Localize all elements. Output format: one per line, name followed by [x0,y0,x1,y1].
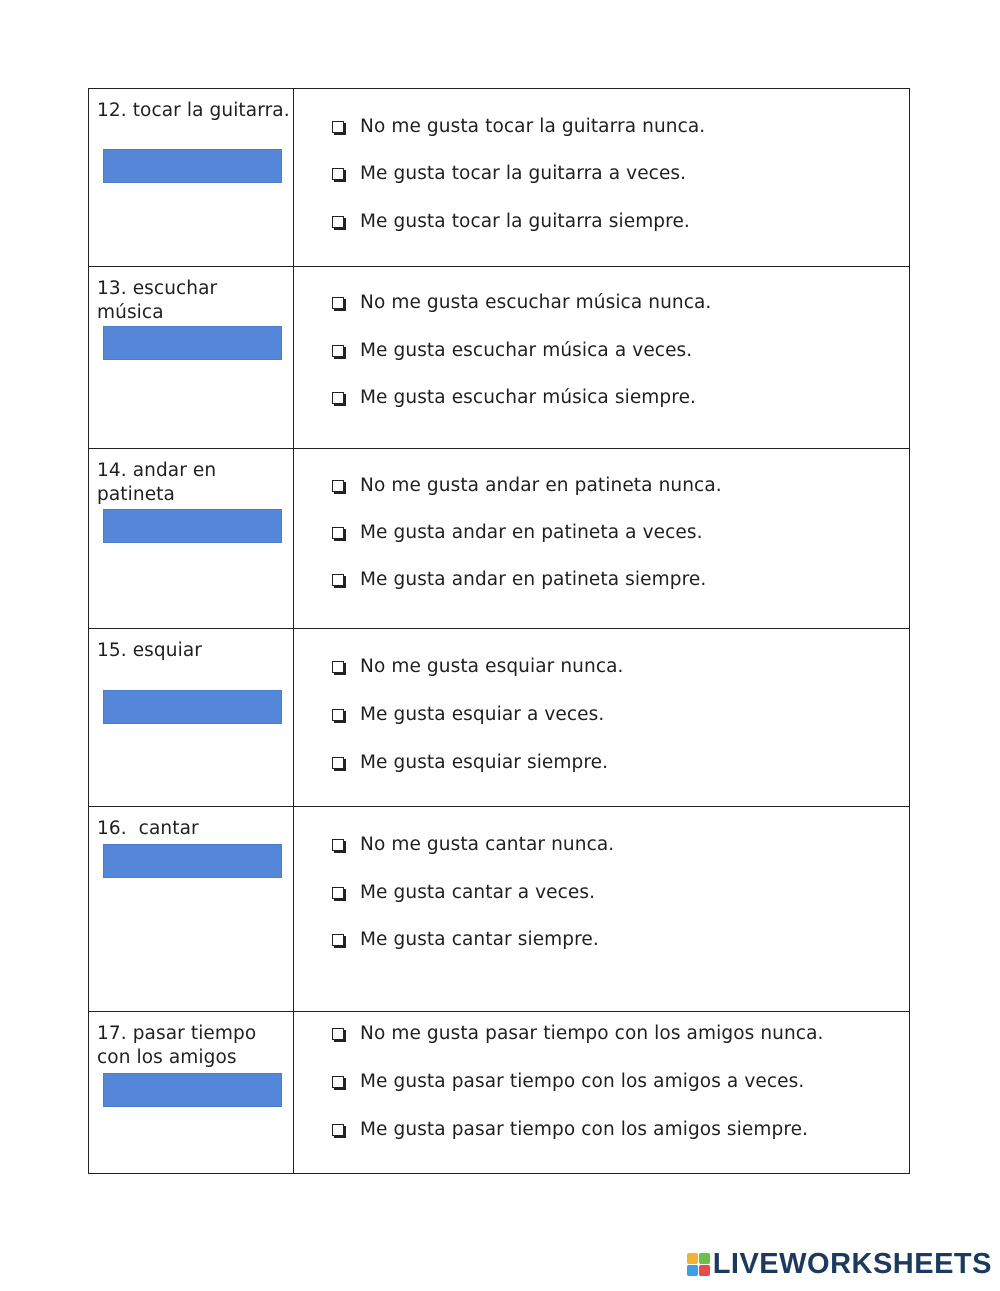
answer-drop-box[interactable] [103,1073,282,1107]
option-text: Me gusta andar en patineta siempre. [360,569,707,590]
answer-drop-box[interactable] [103,690,282,724]
option-text: Me gusta pasar tiempo con los amigos siempre. [360,1119,809,1140]
option-sometimes[interactable] [332,162,686,186]
option-text: Me gusta andar en patineta a veces. [360,522,703,543]
question-row-16 [88,806,910,1011]
checkbox-icon[interactable] [332,1076,344,1088]
option-text: No me gusta cantar nunca. [360,834,615,855]
option-sometimes[interactable] [332,703,604,727]
options-cell [294,1012,909,1173]
option-text: No me gusta esquiar nunca. [360,656,624,677]
liveworksheets-logo-icon [687,1253,710,1276]
question-row-13 [88,266,910,448]
answer-drop-box[interactable] [103,844,282,878]
options-cell [294,629,909,806]
answer-drop-box[interactable] [103,149,282,183]
question-row-12 [88,88,910,266]
checkbox-icon[interactable] [332,216,344,228]
option-never[interactable] [332,115,705,139]
checkbox-icon[interactable] [332,121,344,133]
activity-cell [89,629,294,806]
checkbox-icon[interactable] [332,392,344,404]
checkbox-icon[interactable] [332,839,344,851]
option-sometimes[interactable] [332,1070,804,1094]
checkbox-icon[interactable] [332,168,344,180]
option-text: No me gusta escuchar música nunca. [360,292,712,313]
checkbox-icon[interactable] [332,934,344,946]
option-always[interactable] [332,751,608,775]
option-text: Me gusta esquiar siempre. [360,752,609,773]
checkbox-icon[interactable] [332,1124,344,1136]
option-never[interactable] [332,655,624,679]
worksheet-table [88,88,910,1174]
checkbox-icon[interactable] [332,480,344,492]
option-text: No me gusta andar en patineta nunca. [360,475,722,496]
option-text: Me gusta cantar a veces. [360,882,596,903]
activity-label: 12. tocar la guitarra. [97,100,290,121]
activity-cell [89,89,294,266]
option-always[interactable] [332,928,599,952]
option-text: Me gusta tocar la guitarra siempre. [360,211,690,232]
checkbox-icon[interactable] [332,1028,344,1040]
options-cell [294,89,909,266]
checkbox-icon[interactable] [332,887,344,899]
checkbox-icon[interactable] [332,574,344,586]
option-sometimes[interactable] [332,881,595,905]
checkbox-icon[interactable] [332,661,344,673]
option-text: Me gusta escuchar música a veces. [360,340,693,361]
checkbox-icon[interactable] [332,709,344,721]
activity-label: 14. andar en patineta [97,460,217,505]
activity-cell [89,807,294,1011]
options-cell [294,449,909,628]
answer-drop-box[interactable] [103,509,282,543]
option-always[interactable] [332,386,696,410]
option-text: Me gusta esquiar a veces. [360,704,605,725]
option-sometimes[interactable] [332,521,703,545]
option-text: No me gusta pasar tiempo con los amigos nunca. [360,1023,824,1044]
option-always[interactable] [332,210,690,234]
option-never[interactable] [332,1022,824,1046]
checkbox-icon[interactable] [332,345,344,357]
question-row-14 [88,448,910,628]
option-text: Me gusta tocar la guitarra a veces. [360,163,687,184]
activity-label: 15. esquiar [97,640,202,661]
activity-label: 17. pasar tiempo con los amigos [97,1023,257,1068]
answer-drop-box[interactable] [103,326,282,360]
option-never[interactable] [332,291,711,315]
option-text: Me gusta cantar siempre. [360,929,599,950]
option-text: No me gusta tocar la guitarra nunca. [360,116,706,137]
checkbox-icon[interactable] [332,527,344,539]
option-always[interactable] [332,1118,808,1142]
option-text: Me gusta pasar tiempo con los amigos a veces. [360,1071,805,1092]
activity-cell [89,1012,294,1173]
activity-label: 13. escuchar música [97,278,218,323]
options-cell [294,807,909,1011]
checkbox-icon[interactable] [332,757,344,769]
options-cell [294,267,909,448]
activity-cell [89,449,294,628]
option-never[interactable] [332,833,614,857]
option-sometimes[interactable] [332,339,692,363]
option-always[interactable] [332,568,706,592]
question-row-15 [88,628,910,806]
activity-cell [89,267,294,448]
option-never[interactable] [332,474,722,498]
liveworksheets-brand [687,1248,992,1281]
brand-name: LIVEWORKSHEETS [712,1248,992,1280]
activity-label: 16. cantar [97,818,199,839]
checkbox-icon[interactable] [332,297,344,309]
question-row-17 [88,1011,910,1174]
option-text: Me gusta escuchar música siempre. [360,387,697,408]
